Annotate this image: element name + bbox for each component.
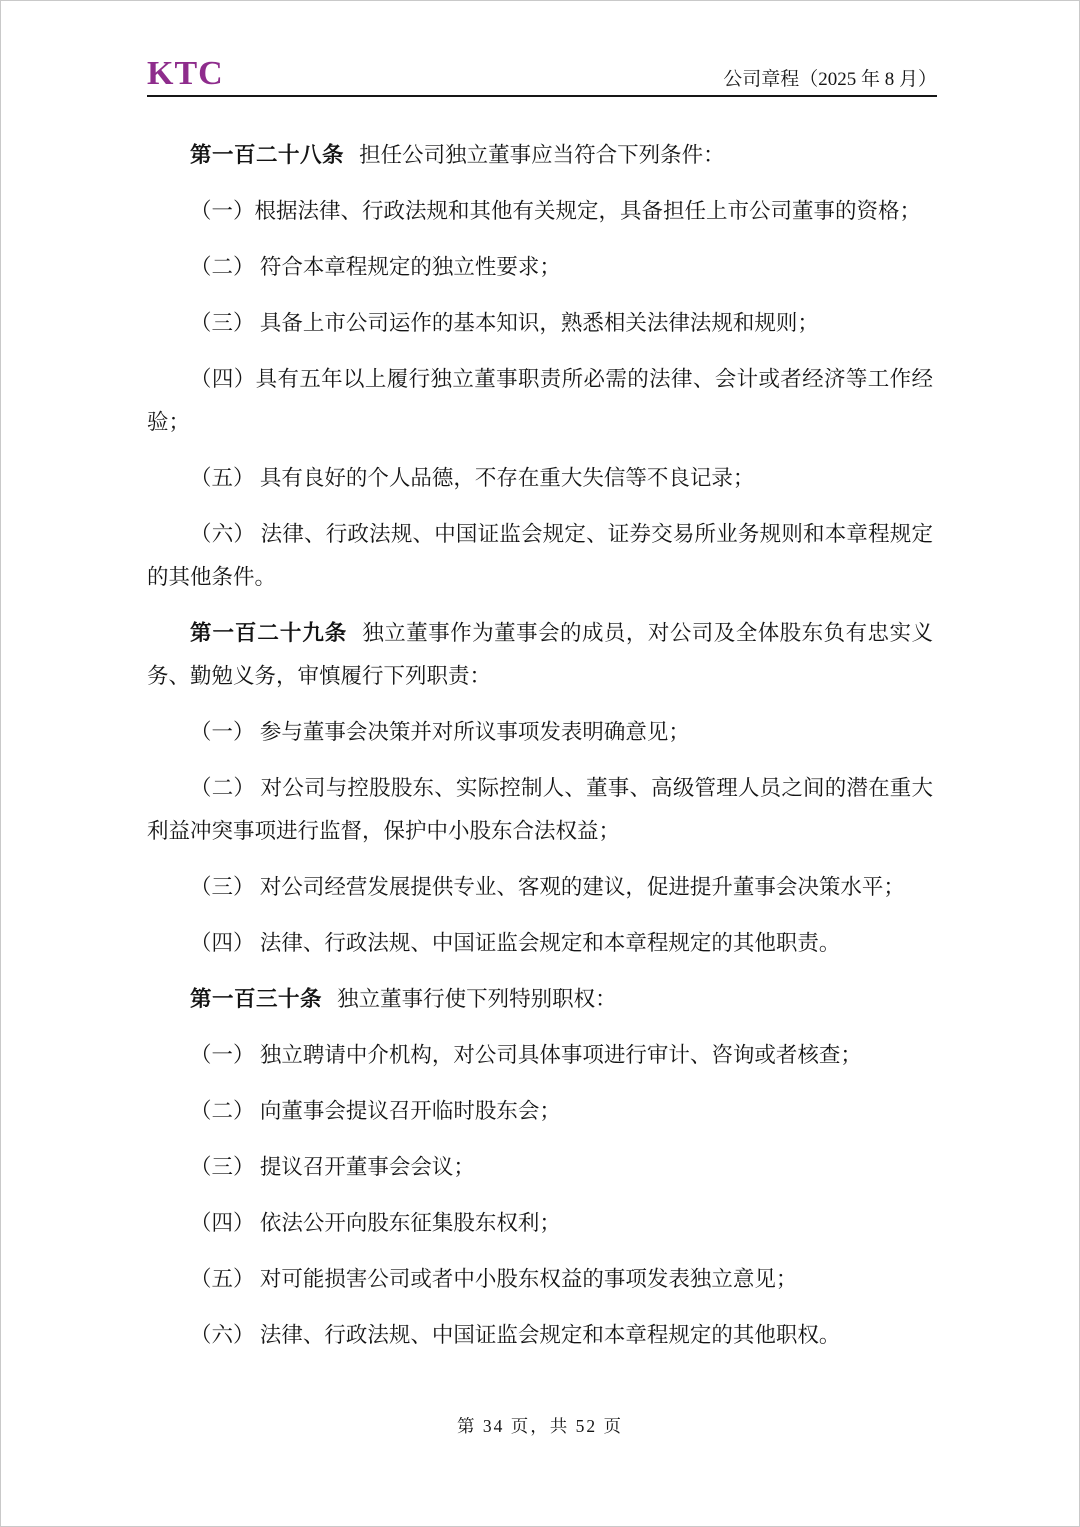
article-129-item-4 [147, 922, 933, 965]
article-130-heading [147, 978, 933, 1021]
article-128-item-3 [147, 302, 933, 345]
page-footer [1, 1413, 1079, 1438]
document-body [147, 134, 933, 1370]
article-text: 独立董事行使下列特别职权： [337, 987, 617, 1011]
article-129-item-2 [147, 767, 933, 853]
article-130-item-2 [147, 1090, 933, 1133]
article-text: （五） 对可能损害公司或者中小股东权益的事项发表独立意见； [190, 1267, 798, 1291]
article-text: （五） 具有良好的个人品德，不存在重大失信等不良记录； [190, 466, 755, 490]
article-text: （六） 法律、行政法规、中国证监会规定和本章程规定的其他职权。 [190, 1323, 841, 1347]
article-text: （四） 法律、行政法规、中国证监会规定和本章程规定的其他职责。 [190, 931, 841, 955]
article-text: （四）具有五年以上履行独立董事职责所必需的法律、会计或者经济等工作经验； [147, 367, 933, 434]
article-text: 担任公司独立董事应当符合下列条件： [359, 143, 725, 167]
article-text: （三） 具备上市公司运作的基本知识，熟悉相关法律法规和规则； [190, 311, 819, 335]
article-text: （一） 参与董事会决策并对所议事项发表明确意见； [190, 720, 690, 744]
article-text: （六） 法律、行政法规、中国证监会规定、证券交易所业务规则和本章程规定的其他条件。 [147, 522, 933, 589]
article-text: （一） 独立聘请中介机构，对公司具体事项进行审计、咨询或者核查； [190, 1043, 862, 1067]
article-130-item-6 [147, 1314, 933, 1357]
article-number: 第一百二十八条 [190, 143, 345, 167]
article-128-heading [147, 134, 933, 177]
article-129-heading [147, 612, 933, 698]
article-128-item-5 [147, 457, 933, 500]
article-number: 第一百二十九条 [190, 621, 348, 645]
ktc-logo: KTC [147, 55, 224, 92]
article-text: （二） 符合本章程规定的独立性要求； [190, 255, 561, 279]
article-129-item-1 [147, 711, 933, 754]
article-text: （二） 对公司与控股股东、实际控制人、董事、高级管理人员之间的潜在重大利益冲突事项进行监督，保护中小股东合法权益； [147, 776, 933, 843]
article-text: （三） 提议召开董事会会议； [190, 1155, 475, 1179]
article-129-item-3 [147, 866, 933, 909]
article-128-item-2 [147, 246, 933, 289]
article-128-item-6 [147, 513, 933, 599]
article-text: （一）根据法律、行政法规和其他有关规定，具备担任上市公司董事的资格； [190, 199, 922, 223]
article-130-item-4 [147, 1202, 933, 1245]
article-text: 独立董事作为董事会的成员，对公司及全体股东负有忠实义务、勤勉义务，审慎履行下列职责： [147, 621, 933, 688]
article-130-item-5 [147, 1258, 933, 1301]
article-text: （二） 向董事会提议召开临时股东会； [190, 1099, 561, 1123]
article-130-item-1 [147, 1034, 933, 1077]
article-number: 第一百三十条 [190, 987, 323, 1011]
page-number: 第 34 页，共 52 页 [457, 1416, 623, 1436]
article-128-item-1 [147, 190, 933, 233]
article-text: （三） 对公司经营发展提供专业、客观的建议，促进提升董事会决策水平； [190, 875, 905, 899]
document-title: 公司章程（2025 年 8 月） [723, 69, 937, 91]
page-header [147, 57, 937, 97]
article-128-item-4 [147, 358, 933, 444]
article-130-item-3 [147, 1146, 933, 1189]
article-text: （四） 依法公开向股东征集股东权利； [190, 1211, 561, 1235]
